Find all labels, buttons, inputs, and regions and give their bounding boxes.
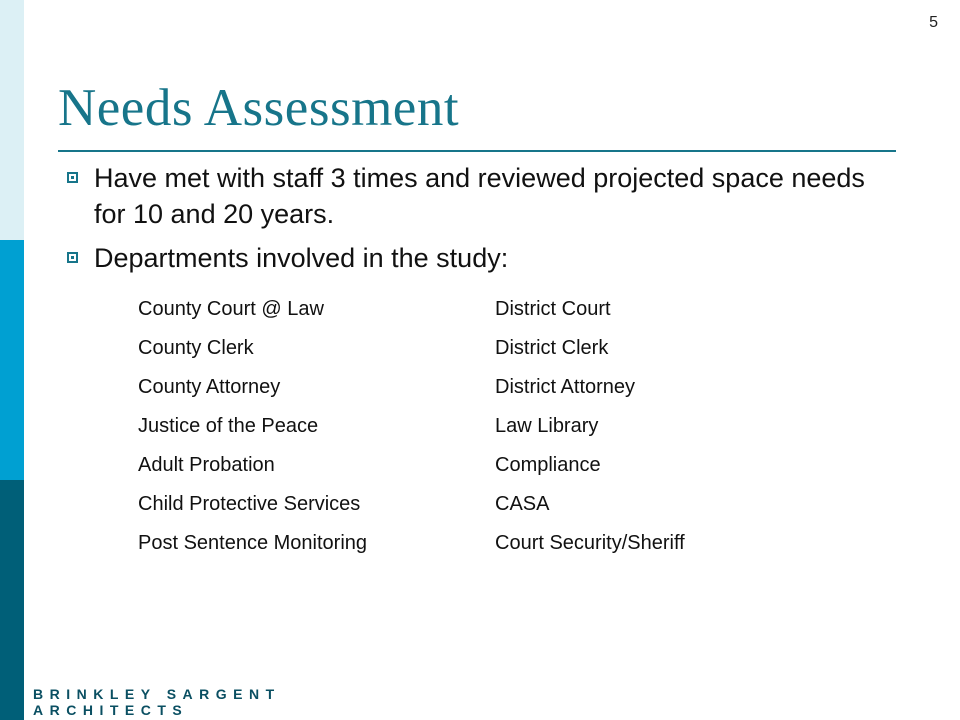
department-name: District Attorney (495, 376, 636, 398)
department-name: Adult Probation (138, 454, 275, 476)
side-bar-mid (0, 240, 24, 480)
logo-line-1: BRINKLEY SARGENT (33, 686, 281, 702)
square-bullet-icon (67, 172, 78, 183)
company-logo (33, 686, 281, 718)
slide-title: Needs Assessment (58, 79, 460, 137)
bullet-item (66, 160, 896, 232)
department-name: Justice of the Peace (138, 415, 319, 437)
department-name: Law Library (495, 415, 599, 437)
slide-number: 5 (929, 14, 938, 31)
departments-list (138, 290, 815, 563)
department-name: County Court @ Law (138, 298, 324, 320)
side-bar-light (0, 0, 24, 240)
square-bullet-icon (67, 252, 78, 263)
department-name: Court Security/Sheriff (495, 532, 685, 554)
bullet-list (66, 160, 896, 284)
bullet-text: Departments involved in the study: (94, 243, 509, 273)
side-bar-dark (0, 480, 24, 720)
department-name: District Clerk (495, 337, 609, 359)
department-name: District Court (495, 298, 611, 320)
department-name: CASA (495, 493, 550, 515)
department-name: County Clerk (138, 337, 254, 359)
bullet-text: Have met with staff 3 times and reviewed projected space needs for 10 and 20 years. (94, 163, 865, 229)
logo-line-2: ARCHITECTS (33, 702, 189, 718)
department-name: Child Protective Services (138, 493, 361, 515)
bullet-item (66, 240, 896, 276)
department-name: Post Sentence Monitoring (138, 532, 368, 554)
department-name: County Attorney (138, 376, 281, 398)
title-divider (58, 150, 896, 152)
department-name: Compliance (495, 454, 601, 476)
